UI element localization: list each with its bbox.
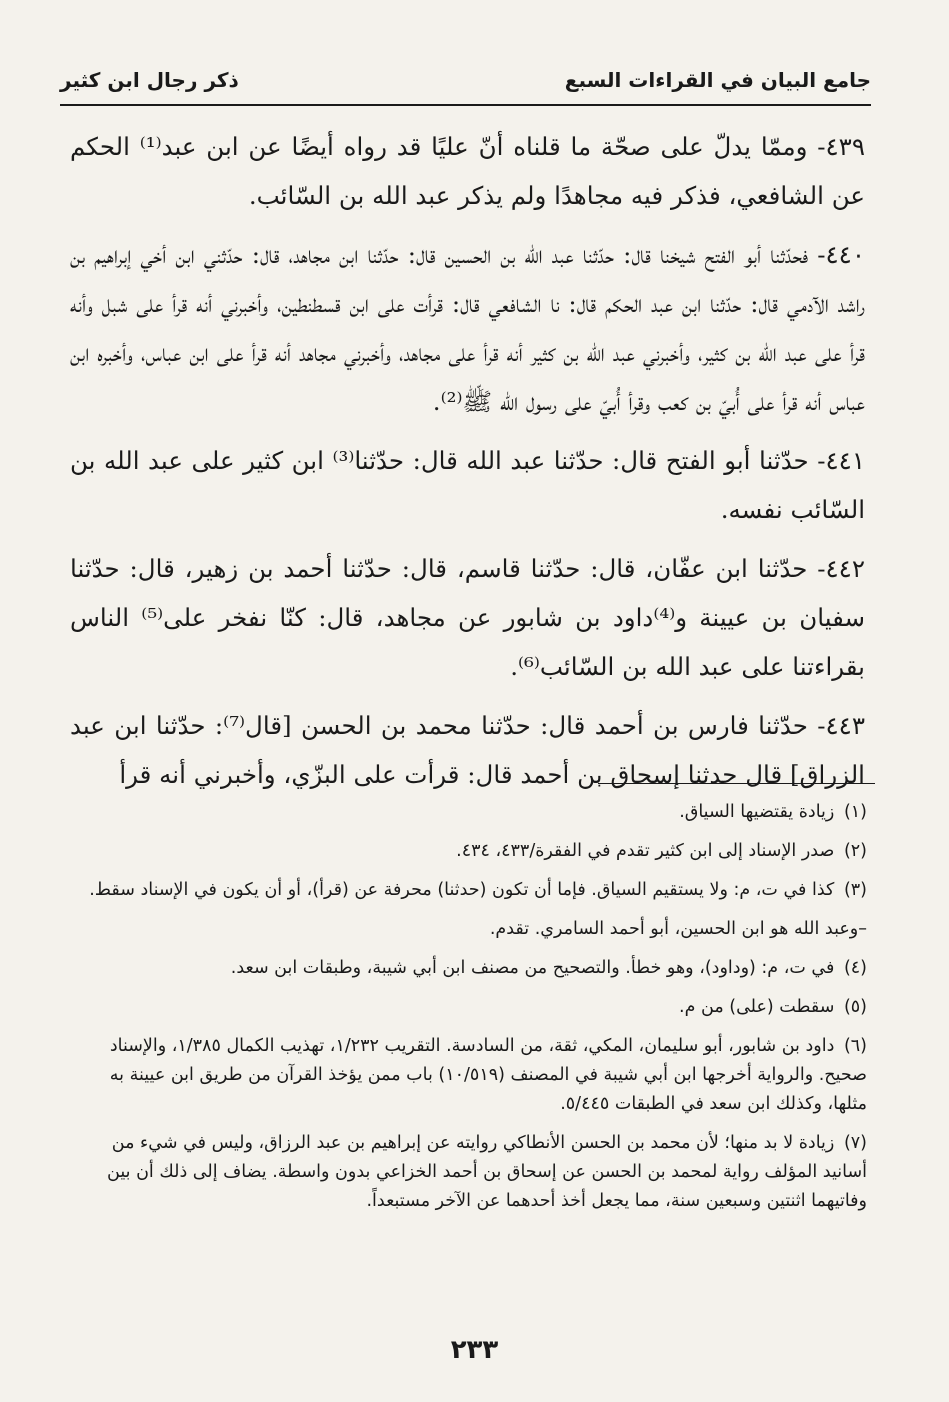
footnote-4 bbox=[72, 954, 867, 983]
footnote-6 bbox=[72, 1032, 867, 1119]
footnote-number: (٢) bbox=[843, 841, 867, 861]
paragraph-440: ٤٤٠- فحدّثنا أبو الفتح شيخنا قال: حدّثنا عبد الله بن الحسين قال: حدّثنا ابن مجاهد، قال: حدّثني ابن أخي إبراهيم بن راشد الآدمي قال: حدّثنا ابن عبد الحكم قال: نا الشافعي قال: قرأت على ابن قسطنطين، وأخبرني أنه قرأ على شبل وأنه قرأ على عبد الله بن كثير، وأخبرني عبد الله بن كثير أنه قرأ على مجاهد، وأخبرني مجاهد أنه قرأ على ابن عباس، وأخبره ابن عباس أنه قرأ على أُبيّ بن كعب وقرأ أُبيّ على رسول الله ﷺ⁽²⁾. bbox=[70, 240, 865, 416]
footnote-text: –وعبد الله هو ابن الحسين، أبو أحمد السامري. تقدم. bbox=[489, 919, 867, 939]
paragraph-442: ٤٤٢- حدّثنا ابن عفّان، قال: حدّثنا قاسم، قال: حدّثنا أحمد بن زهير، قال: حدّثنا سفيان بن عيينة و⁽⁴⁾داود بن شابور عن مجاهد، قال: كنّا نفخر على⁽⁵⁾ الناس بقراءتنا على عبد الله بن السّائب⁽⁶⁾. bbox=[70, 554, 866, 681]
paragraph-439: ٤٣٩- وممّا يدلّ على صحّة ما قلناه أنّ عليًا قد رواه أيضًا عن ابن عبد⁽¹⁾ الحكم عن الشافعي، فذكر فيه مجاهدًا ولم يذكر عبد الله بن السّائب. bbox=[70, 132, 865, 210]
footnote-number: (٤) bbox=[843, 958, 867, 978]
footnote-text: سقطت (على) من م. bbox=[679, 997, 835, 1017]
footnote-text: داود بن شابور، أبو سليمان، المكي، ثقة، من السادسة. التقريب ١/٢٣٢، تهذيب الكمال ١/٣٨٥، والإسناد صحيح. والرواية أخرجها ابن أبي شيبة في المصنف (١٠/٥١٩) باب ممن يؤخذ القرآن من طريق ابن عيينة به مثلها، وكذلك ابن سعد في الطبقات ٥/٤٤٥. bbox=[109, 1036, 867, 1114]
chapter-title: ذكر رجال ابن كثير bbox=[60, 68, 239, 92]
footnote-text: زيادة لا بد منها؛ لأن محمد بن الحسن الأنطاكي روايته عن إبراهيم بن عبد الرزاق، وليس في شيء من أسانيد المؤلف رواية لمحمد بن الحسن عن إسحاق بن أحمد الخزاعي بدون واسطة. يضاف إلى ذلك أن بين وفاتيهما اثنتين وسبعين سنة، مما يجعل أخذ أحدهما عن الآخر مستبعداً. bbox=[107, 1133, 867, 1211]
book-title: جامع البيان في القراءات السبع bbox=[564, 68, 871, 92]
footnote-2 bbox=[72, 837, 867, 866]
footnote-text: صدر الإسناد إلى ابن كثير تقدم في الفقرة/٤٣٣، ٤٣٤. bbox=[456, 841, 835, 861]
footnotes bbox=[72, 798, 867, 1226]
footnote-number: (٦) bbox=[843, 1036, 867, 1056]
footnote-number: (٥) bbox=[843, 997, 867, 1017]
running-header bbox=[60, 60, 871, 100]
footnote-number: (٧) bbox=[843, 1133, 867, 1153]
footnote-3-continuation bbox=[72, 915, 867, 944]
footnote-separator bbox=[598, 783, 875, 784]
main-text bbox=[70, 122, 865, 809]
footnote-7 bbox=[72, 1129, 867, 1216]
header-rule bbox=[60, 104, 871, 106]
footnote-text: كذا في ت، م: ولا يستقيم السياق. فإما أن تكون (حدثنا) محرفة عن (قرأ)، أو أن يكون في الإسناد سقط. bbox=[89, 880, 835, 900]
footnote-number: (٣) bbox=[843, 880, 867, 900]
footnote-1 bbox=[72, 798, 867, 827]
footnote-number: (١) bbox=[843, 802, 867, 822]
footnote-text: زيادة يقتضيها السياق. bbox=[679, 802, 835, 822]
footnote-5 bbox=[72, 993, 867, 1022]
footnote-3 bbox=[72, 876, 867, 905]
paragraph-443: ٤٤٣- حدّثنا فارس بن أحمد قال: حدّثنا محمد بن الحسن [قال⁽⁷⁾: حدّثنا ابن عبد الزراق] قال حدثنا إسحاق بن أحمد قال: قرأت على البزّي، وأخبرني أنه قرأ bbox=[70, 711, 865, 789]
page-number: ٢٣٣ bbox=[450, 1335, 499, 1365]
footnote-text: في ت، م: (وداود)، وهو خطأ. والتصحيح من مصنف ابن أبي شيبة، وطبقات ابن سعد. bbox=[230, 958, 835, 978]
paragraph-441: ٤٤١- حدّثنا أبو الفتح قال: حدّثنا عبد الله قال: حدّثنا⁽³⁾ ابن كثير على عبد الله بن السّائب نفسه. bbox=[70, 446, 865, 524]
